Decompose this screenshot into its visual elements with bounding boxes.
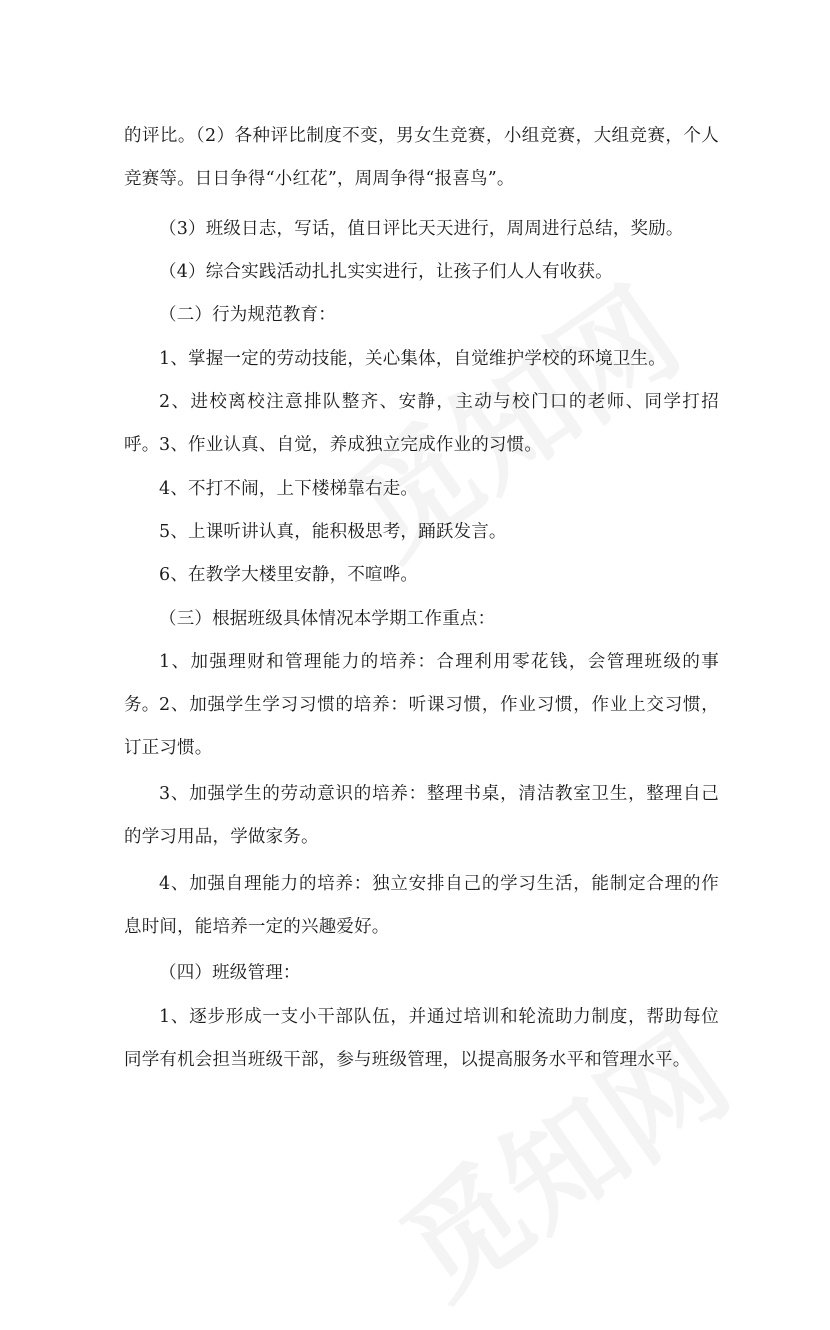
list-item: 2、加强学生学习习惯的培养：听课习惯，作业习惯，作业上交习惯，订正习惯。	[124, 694, 719, 758]
paragraph-evaluation-system: 的评比。（2）各种评比制度不变，男女生竞赛，小组竞赛，大组竞赛，个人竞赛等。日日争得“小红花”，周周争得“报喜鸟”。	[124, 125, 719, 189]
list-item: 6、在教学大楼里安静，不喧哗。	[159, 564, 419, 585]
section-heading-behavior: （二）行为规范教育：	[159, 304, 336, 325]
list-item: 4、加强自理能力的培养：独立安排自己的学习生活，能制定合理的作息时间，能培养一定的兴趣爱好。	[124, 873, 719, 937]
list-item: 1、加强理财和管理能力的培养：合理利用零花钱，会管理班级的事务。	[124, 651, 719, 715]
list-item: 1、逐步形成一支小干部队伍，并通过培训和轮流助力制度，帮助每位同学有机会担当班级干部，参与班级管理，以提高服务水平和管理水平。	[124, 1006, 719, 1070]
list-item: 5、上课听讲认真，能积极思考，踊跃发言。	[159, 521, 507, 542]
section-heading-class-management: （四）班级管理：	[159, 962, 301, 983]
list-item: 3、作业认真、自觉，养成独立完成作业的习惯。	[159, 434, 543, 455]
section-heading-focus: （三）根据班级具体情况本学期工作重点：	[159, 608, 496, 629]
list-item: 1、掌握一定的劳动技能，关心集体，自觉维护学校的环境卫生。	[159, 348, 666, 369]
list-item: 2、进校离校注意排队整齐、安静，主动与校门口的老师、同学打招呼。	[124, 391, 719, 455]
list-item: 3、加强学生的劳动意识的培养：整理书桌，清洁教室卫生，整理自己的学习用品，学做家务。	[124, 783, 719, 847]
paragraph-class-log: （3）班级日志，写话，值日评比天天进行，周周进行总结，奖励。	[159, 218, 684, 239]
list-item: 4、不打不闹，上下楼梯靠右走。	[159, 478, 419, 499]
paragraph-practice-activities: （4）综合实践活动扎扎实实进行，让孩子们人人有收获。	[159, 261, 613, 282]
